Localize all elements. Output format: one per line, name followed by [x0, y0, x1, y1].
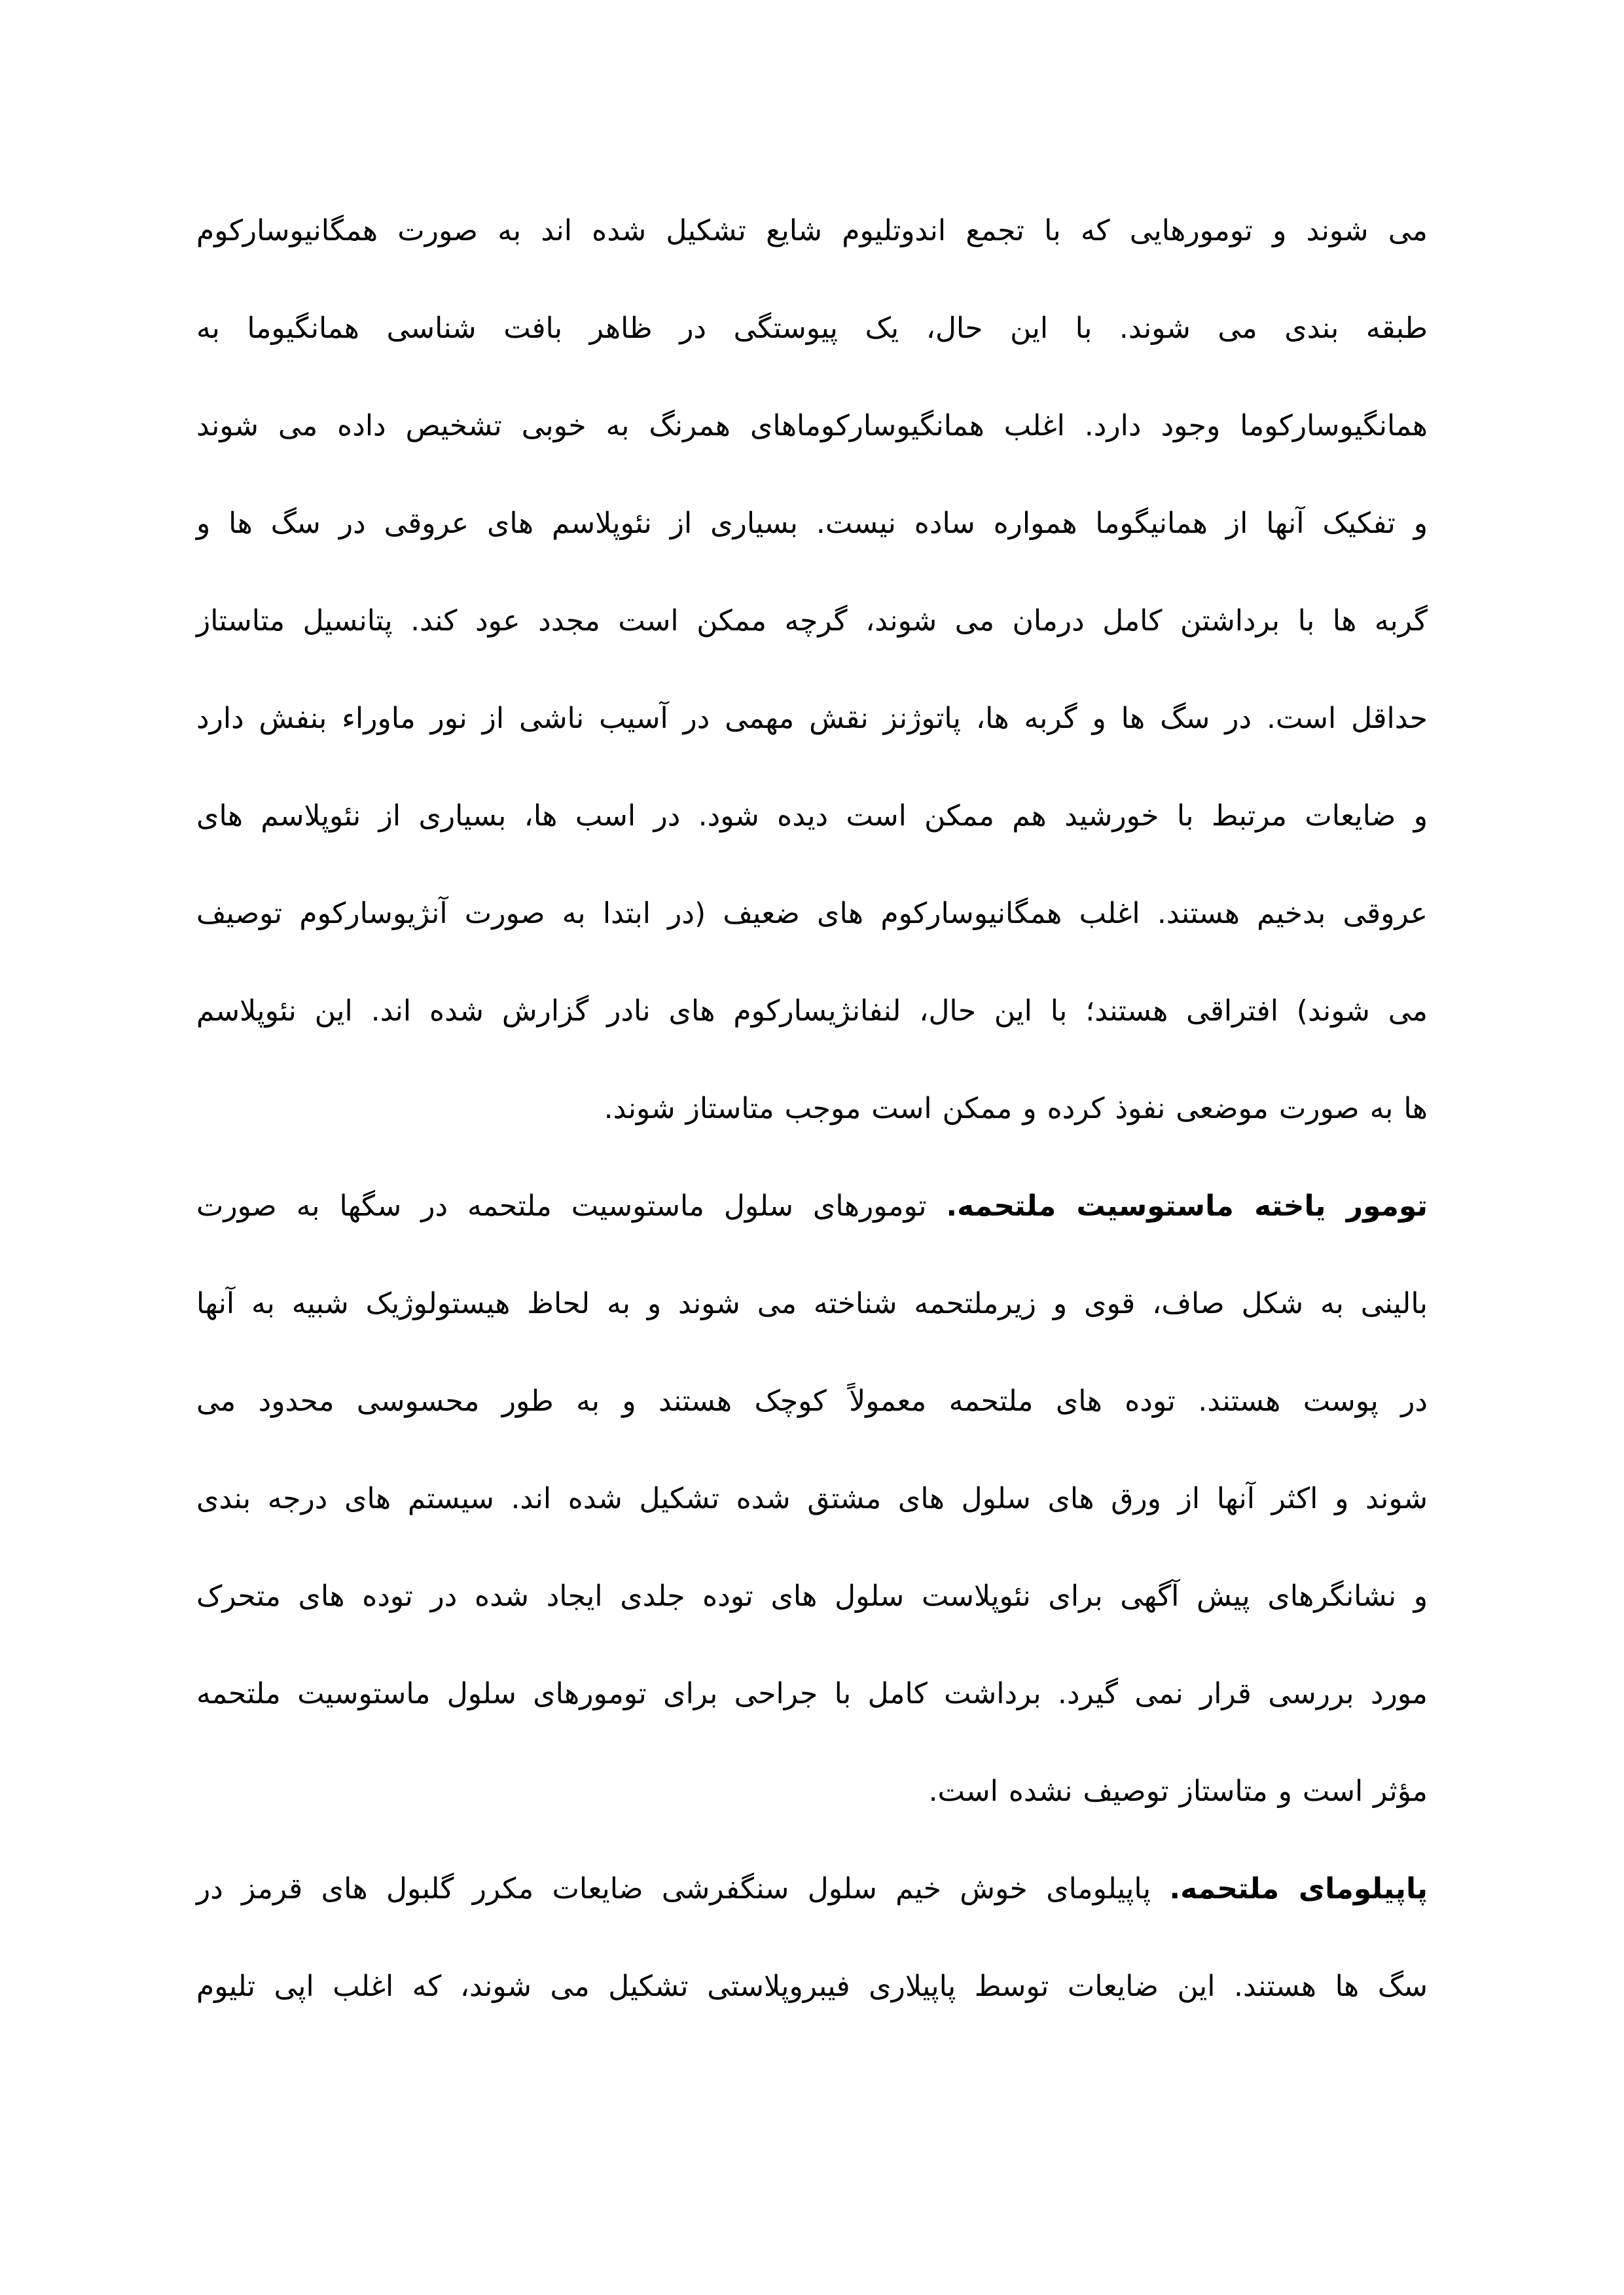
text-line [196, 1157, 1428, 1255]
line-text: طبقه بندی می شوند. با این حال، یک پیوستگی در ظاهر بافت شناسی همانگیوما به [196, 312, 1428, 345]
text-line [196, 182, 1428, 280]
line-text: گربه ها با برداشتن کامل درمان می شوند، گرچه ممکن است مجدد عود کند. پتانسیل متاستاز [196, 604, 1428, 638]
text-line [196, 377, 1428, 475]
text-line [196, 1450, 1428, 1547]
text-line [196, 767, 1428, 865]
line-text: سگ ها هستند. این ضایعات توسط پاپیلاری فیبروپلاستی تشکیل می شوند، که اغلب اپی تلیوم [196, 1970, 1428, 2003]
text-line [196, 572, 1428, 670]
line-text: حداقل است. در سگ ها و گربه ها، پاتوژنز نقش مهمی در آسیب ناشی از نور ماوراء بنفش دارد [196, 702, 1428, 735]
text-line [196, 1743, 1428, 1840]
text-line [196, 1645, 1428, 1743]
line-text: و نشانگرهای پیش آگهی برای نئوپلاست سلول های توده جلدی ایجاد شده در توده های متحرک [196, 1580, 1428, 1613]
line-text: می شوند) افتراقی هستند؛ با این حال، لنفانژیسارکوم های نادر گزارش شده اند. این نئوپلاسم [196, 994, 1428, 1028]
text-line [196, 962, 1428, 1060]
text-line [196, 670, 1428, 767]
line-text: و تفکیک آنها از همانیگوما همواره ساده نیست. بسیاری از نئوپلاسم های عروقی در سگ ها و [196, 507, 1428, 540]
line-text: تومورهای سلول ماستوسیت ملتحمه در سگها به صورت [196, 1189, 947, 1223]
text-line [196, 865, 1428, 962]
text-line [196, 280, 1428, 377]
text-line [196, 1840, 1428, 1938]
text-line [196, 1060, 1428, 1157]
text-line [196, 1938, 1428, 2035]
line-text: و ضایعات مرتبط با خورشید هم ممکن است دیده شود. در اسب ها، بسیاری از نئوپلاسم های [196, 799, 1428, 833]
line-text: بالینی به شکل صاف، قوی و زیرملتحمه شناخته می شوند و به لحاظ هیستولوژیک شبیه به آنها [196, 1287, 1428, 1320]
document-text-block [196, 182, 1428, 2035]
line-text: مؤثر است و متاستاز توصیف نشده است. [928, 1775, 1428, 1808]
paragraph-lead-bold: تومور یاخته ماستوسیت ملتحمه. [946, 1189, 1428, 1223]
paragraph-lead-bold: پاپیلومای ملتحمه. [1169, 1872, 1428, 1906]
text-line [196, 475, 1428, 572]
line-text: در پوست هستند. توده های ملتحمه معمولاً کوچک هستند و به طور محسوسی محدود می [196, 1384, 1428, 1418]
line-text: عروقی بدخیم هستند. اغلب همگانیوسارکوم های ضعیف (در ابتدا به صورت آنژیوسارکوم توصیف [196, 897, 1428, 930]
line-text: می شوند و تومورهایی که با تجمع اندوتلیوم شایع تشکیل شده اند به صورت همگانیوسارکوم [196, 214, 1428, 247]
text-line [196, 1255, 1428, 1352]
line-text: همانگیوسارکوما وجود دارد. اغلب همانگیوسارکوماهای همرنگ به خوبی تشخیص داده می شوند [196, 409, 1428, 443]
line-text: شوند و اکثر آنها از ورق های سلول های مشتق شده تشکیل شده اند. سیستم های درجه بندی [196, 1482, 1428, 1515]
line-text: ها به صورت موضعی نفوذ کرده و ممکن است موجب متاستاز شوند. [604, 1092, 1428, 1125]
line-text: مورد بررسی قرار نمی گیرد. برداشت کامل با جراحی برای تومورهای سلول ماستوسیت ملتحمه [196, 1677, 1428, 1710]
text-line [196, 1352, 1428, 1450]
text-line [196, 1547, 1428, 1645]
line-text: پاپیلومای خوش خیم سلول سنگفرشی ضایعات مکرر گلبول های قرمز در [196, 1872, 1170, 1906]
